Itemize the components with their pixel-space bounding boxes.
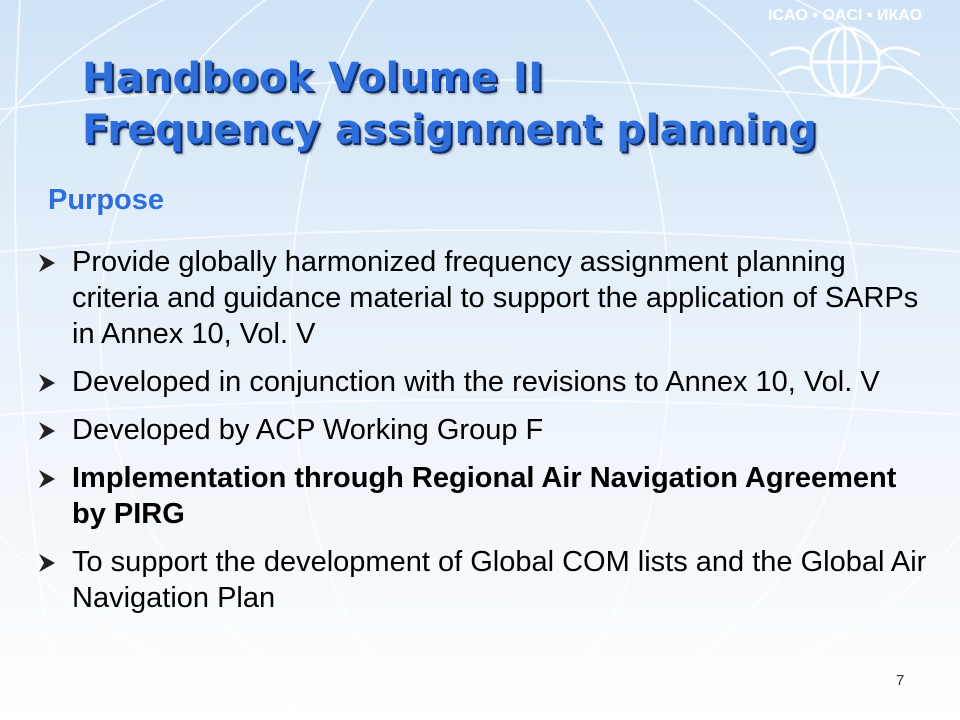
section-heading: Purpose: [48, 184, 165, 216]
bullet-item: [36, 244, 936, 352]
logo-text: ICAO • OACI • ИКАО: [767, 7, 923, 24]
bullet-item: [36, 544, 936, 616]
bullet-text: Provide globally harmonized frequency assignment planning criteria and guidance material to support the application of SARPs in Annex 10, Vol. V: [72, 246, 919, 350]
arrow-bullet-icon: [36, 420, 58, 442]
title-line-2: Frequency assignment planning: [82, 107, 818, 153]
arrow-bullet-icon: [36, 468, 58, 490]
arrow-bullet-icon: [36, 252, 58, 274]
arrow-bullet-icon: [36, 552, 58, 574]
bullet-item: [36, 364, 936, 400]
bullet-text: Developed in conjunction with the revisions to Annex 10, Vol. V: [72, 366, 880, 398]
title-line-1: Handbook Volume II: [82, 55, 544, 101]
bullet-text: Developed by ACP Working Group F: [72, 414, 544, 446]
bullet-item: [36, 412, 936, 448]
slide-title: [82, 52, 817, 156]
page-number: 7: [896, 672, 905, 689]
bullet-text: To support the development of Global COM lists and the Global Air Navigation Plan: [72, 546, 927, 614]
arrow-bullet-icon: [36, 372, 58, 394]
bullet-item: [36, 460, 936, 532]
bullet-list: [36, 244, 936, 628]
bullet-text: Implementation through Regional Air Navigation Agreement by PIRG: [72, 462, 897, 530]
